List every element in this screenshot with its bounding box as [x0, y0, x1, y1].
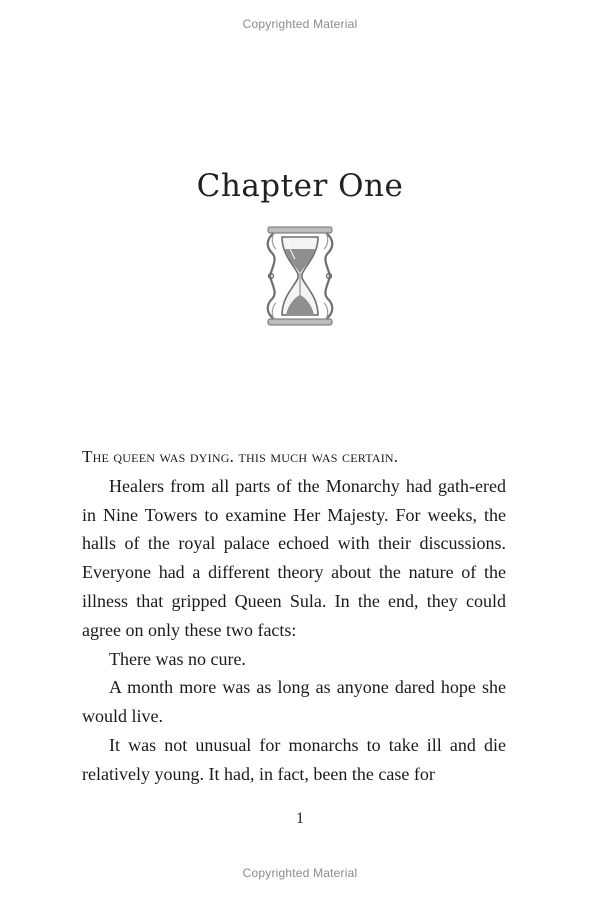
- opening-paragraph: [82, 442, 506, 472]
- copyright-watermark-bottom: Copyrighted Material: [242, 866, 358, 880]
- chapter-body: [82, 442, 506, 789]
- body-paragraph-2: There was no cure.: [109, 648, 246, 669]
- page-number: 1: [296, 810, 304, 827]
- body-paragraph-3: A month more was as long as anyone dared hope she would live.: [82, 677, 506, 727]
- chapter-title: Chapter One: [196, 168, 404, 204]
- copyright-watermark-top: Copyrighted Material: [242, 17, 358, 31]
- body-paragraph-4: It was not unusual for monarchs to take ill and die relatively young. It had, in fact, been the case for: [82, 734, 506, 784]
- opening-line: The queen was dying. this much was certain.: [82, 447, 399, 466]
- hourglass-icon: [262, 225, 338, 327]
- body-paragraph-1: Healers from all parts of the Monarchy had gath-ered in Nine Towers to examine Her Majesty. For weeks, the halls of the royal palace echoed with their discussions. Everyone had a different theory about the nature of the illness that gripped Queen Sula. In the end, they could agree on only these two facts:: [82, 475, 506, 640]
